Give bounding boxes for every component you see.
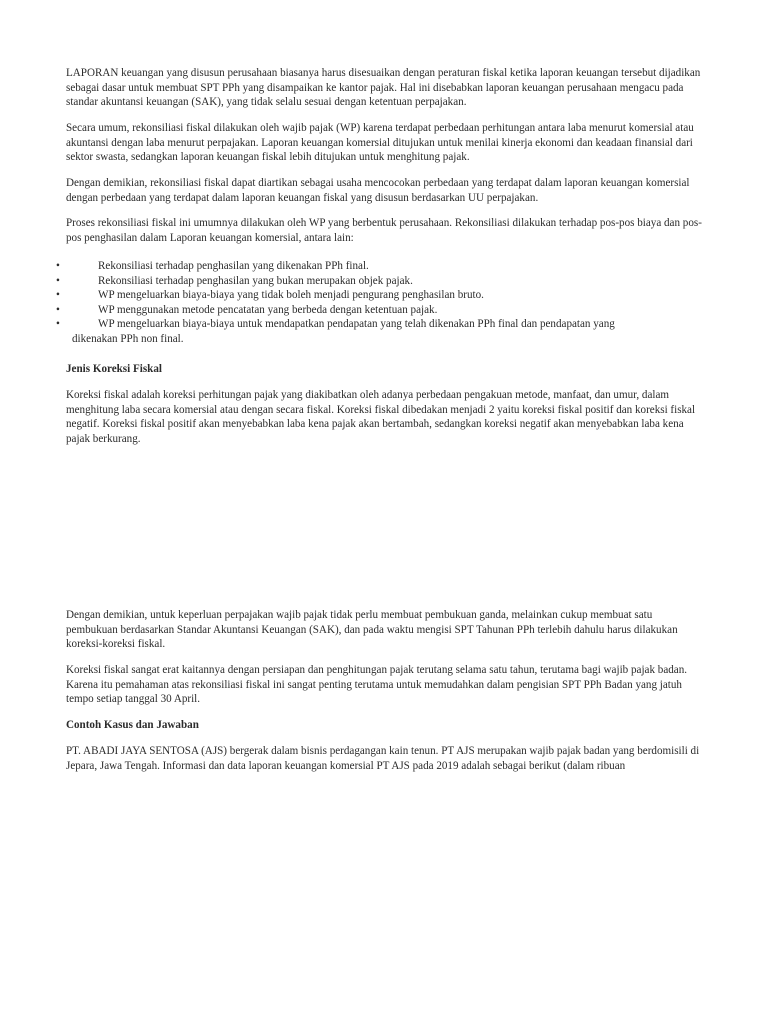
list-item-text: Rekonsiliasi terhadap penghasilan yang bukan merupakan objek pajak.	[98, 274, 413, 287]
paragraph-koreksi-fiskal: Koreksi fiskal adalah koreksi perhitungan pajak yang diakibatkan oleh adanya perbedaan pengakuan metode, manfaat, dan umur, dalam menghitung laba secara komersial atau dengan secara fiskal. Koreksi fiskal dibedakan menjadi 2 yaitu koreksi fiskal positif dan koreksi fiskal negatif. Koreksi fiskal positif akan menyebabkan laba kena pajak akan bertambah, sedangkan koreksi negatif akan menyebabkan laba kena pajak berkurang.	[66, 389, 696, 445]
paragraph-definisi: Dengan demikian, rekonsiliasi fiskal dapat diartikan sebagai usaha mencocokan perbedaan yang terdapat dalam laporan keuangan komersial dengan perbedaan yang terdapat dalam laporan keuangan fiskal yang disusun berdasarkan UU perpajakan.	[66, 177, 690, 204]
paragraph-proses: Proses rekonsiliasi fiskal ini umumnya dilakukan oleh WP yang berbentuk perusahaan. Rekonsiliasi dilakukan terhadap pos-pos biaya dan pos-pos penghasilan dalam Laporan keuangan komersial, antara lain:	[66, 217, 702, 244]
bullet-list	[0, 259, 700, 347]
bullet-icon: •	[56, 260, 60, 272]
list-item	[0, 303, 700, 318]
list-item-text: WP mengeluarkan biaya-biaya yang tidak boleh menjadi pengurang penghasilan bruto.	[98, 289, 484, 302]
paragraph-contoh: PT. ABADI JAYA SENTOSA (AJS) bergerak dalam bisnis perdagangan kain tenun. PT AJS merupakan wajib pajak badan yang berdomisili di Jepara, Jawa Tengah. Informasi dan data laporan keuangan komersial PT AJS pada 2019 adalah sebagai berikut (dalam ribuan	[66, 745, 700, 772]
heading-jenis-koreksi: Jenis Koreksi Fiskal	[66, 363, 162, 375]
list-item	[0, 288, 700, 303]
paragraph-rekonsiliasi-umum: Secara umum, rekonsiliasi fiskal dilakukan oleh wajib pajak (WP) karena terdapat perbedaan perhitungan antara laba menurut komersial atau akuntansi dengan laba menurut perpajakan. Laporan keuangan komersial ditujukan untuk menilai kinerja ekonomi dan keadaan finansial dari sektor swasta, sedangkan laporan keuangan fiskal lebih ditujukan untuk menghitung pajak.	[66, 122, 694, 164]
paragraph-pembukuan: Dengan demikian, untuk keperluan perpajakan wajib pajak tidak perlu membuat pembukuan ganda, melainkan cukup membuat satu pembukuan berdasarkan Standar Akuntansi Keuangan (SAK), dan pada waktu mengisi SPT Tahunan PPh terlebih dahulu harus dilakukan koreksi-koreksi fiskal.	[66, 609, 678, 651]
list-item	[0, 259, 700, 274]
bullet-icon: •	[56, 318, 60, 331]
list-item-text-continued: dikenakan PPh non final.	[72, 332, 184, 345]
bullet-icon: •	[56, 274, 60, 287]
list-item-text: WP mengeluarkan biaya-biaya untuk mendapatkan pendapatan yang telah dikenakan PPh final dan pendapatan yang	[98, 318, 615, 331]
list-item-text: Rekonsiliasi terhadap penghasilan yang dikenakan PPh final.	[98, 260, 369, 272]
list-item	[0, 274, 700, 289]
bullet-icon: •	[56, 289, 60, 302]
bullet-icon: •	[56, 303, 60, 316]
list-item-text: WP menggunakan metode pencatatan yang berbeda dengan ketentuan pajak.	[98, 303, 438, 316]
list-item	[0, 317, 700, 346]
heading-contoh-kasus: Contoh Kasus dan Jawaban	[66, 719, 199, 731]
paragraph-spt-badan: Koreksi fiskal sangat erat kaitannya dengan persiapan dan penghitungan pajak terutang selama satu tahun, terutama bagi wajib pajak badan. Karena itu pemahaman atas rekonsiliasi fiskal ini sangat penting terutama untuk memudahkan dalam pengisian SPT PPh Badan yang jatuh tempo setiap tanggal 30 April.	[66, 664, 688, 706]
paragraph-intro: LAPORAN keuangan yang disusun perusahaan biasanya harus disesuaikan dengan peraturan fiskal ketika laporan keuangan tersebut dijadikan sebagai dasar untuk membuat SPT PPh yang disampaikan ke kantor pajak. Hal ini disebabkan laporan keuangan perusahaan mengacu pada standar akuntansi keuangan (SAK), yang tidak selalu sesuai dengan ketentuan perpajakan.	[66, 67, 701, 109]
